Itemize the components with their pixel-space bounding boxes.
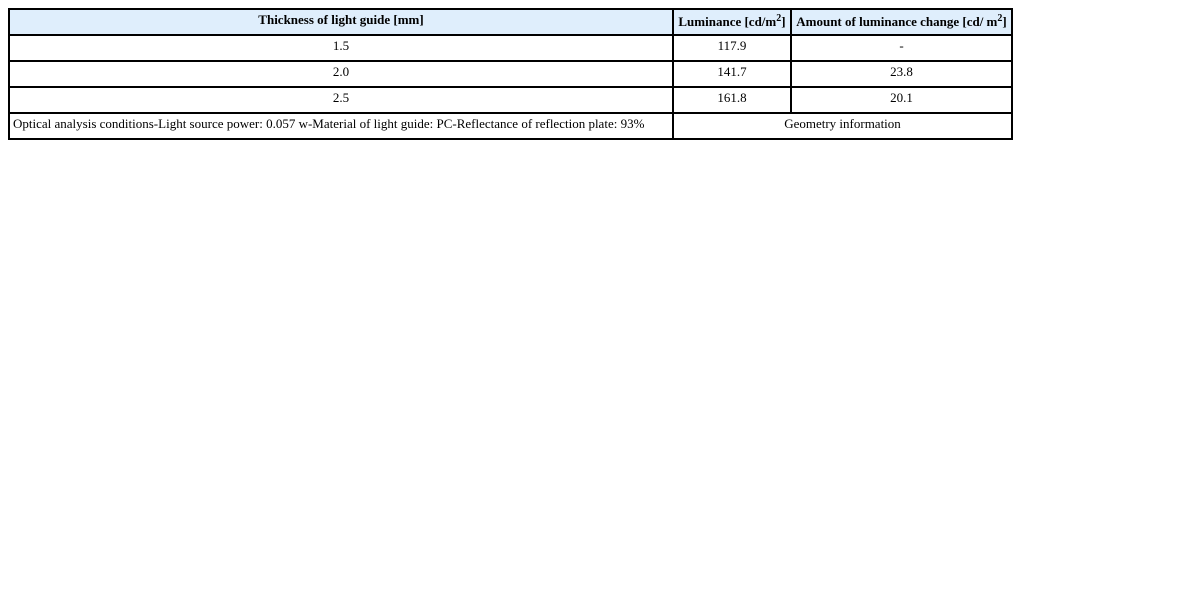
cell-luminance: 141.7 bbox=[673, 61, 791, 87]
table-header-row bbox=[9, 9, 1012, 35]
header-luminance bbox=[673, 9, 791, 35]
header-luminance-suffix: ] bbox=[781, 14, 786, 29]
cell-luminance: 117.9 bbox=[673, 35, 791, 61]
cell-thickness: 2.0 bbox=[9, 61, 673, 87]
header-thickness: Thickness of light guide [mm] bbox=[9, 9, 673, 35]
header-change-suffix: ] bbox=[1002, 14, 1007, 29]
table-row bbox=[9, 61, 1012, 87]
cell-luminance-change: 20.1 bbox=[791, 87, 1012, 113]
table-row bbox=[9, 35, 1012, 61]
geometry-information: Geometry information bbox=[673, 113, 1012, 139]
header-luminance-text: Luminance [cd/m bbox=[678, 14, 777, 29]
cell-luminance-change: - bbox=[791, 35, 1012, 61]
luminance-table bbox=[8, 8, 1013, 140]
optical-conditions-note: Optical analysis conditions-Light source power: 0.057 w-Material of light guide: PC-Reflectance of reflection plate: 93% bbox=[9, 113, 673, 139]
header-luminance-superscript: 2 bbox=[776, 13, 782, 24]
cell-thickness: 2.5 bbox=[9, 87, 673, 113]
header-change-superscript: 2 bbox=[997, 13, 1003, 24]
cell-luminance-change: 23.8 bbox=[791, 61, 1012, 87]
cell-thickness: 1.5 bbox=[9, 35, 673, 61]
header-change-text: Amount of luminance change [cd/ m bbox=[796, 14, 998, 29]
cell-luminance: 161.8 bbox=[673, 87, 791, 113]
table-row bbox=[9, 87, 1012, 113]
header-luminance-change bbox=[791, 9, 1012, 35]
table-footer-row bbox=[9, 113, 1012, 139]
